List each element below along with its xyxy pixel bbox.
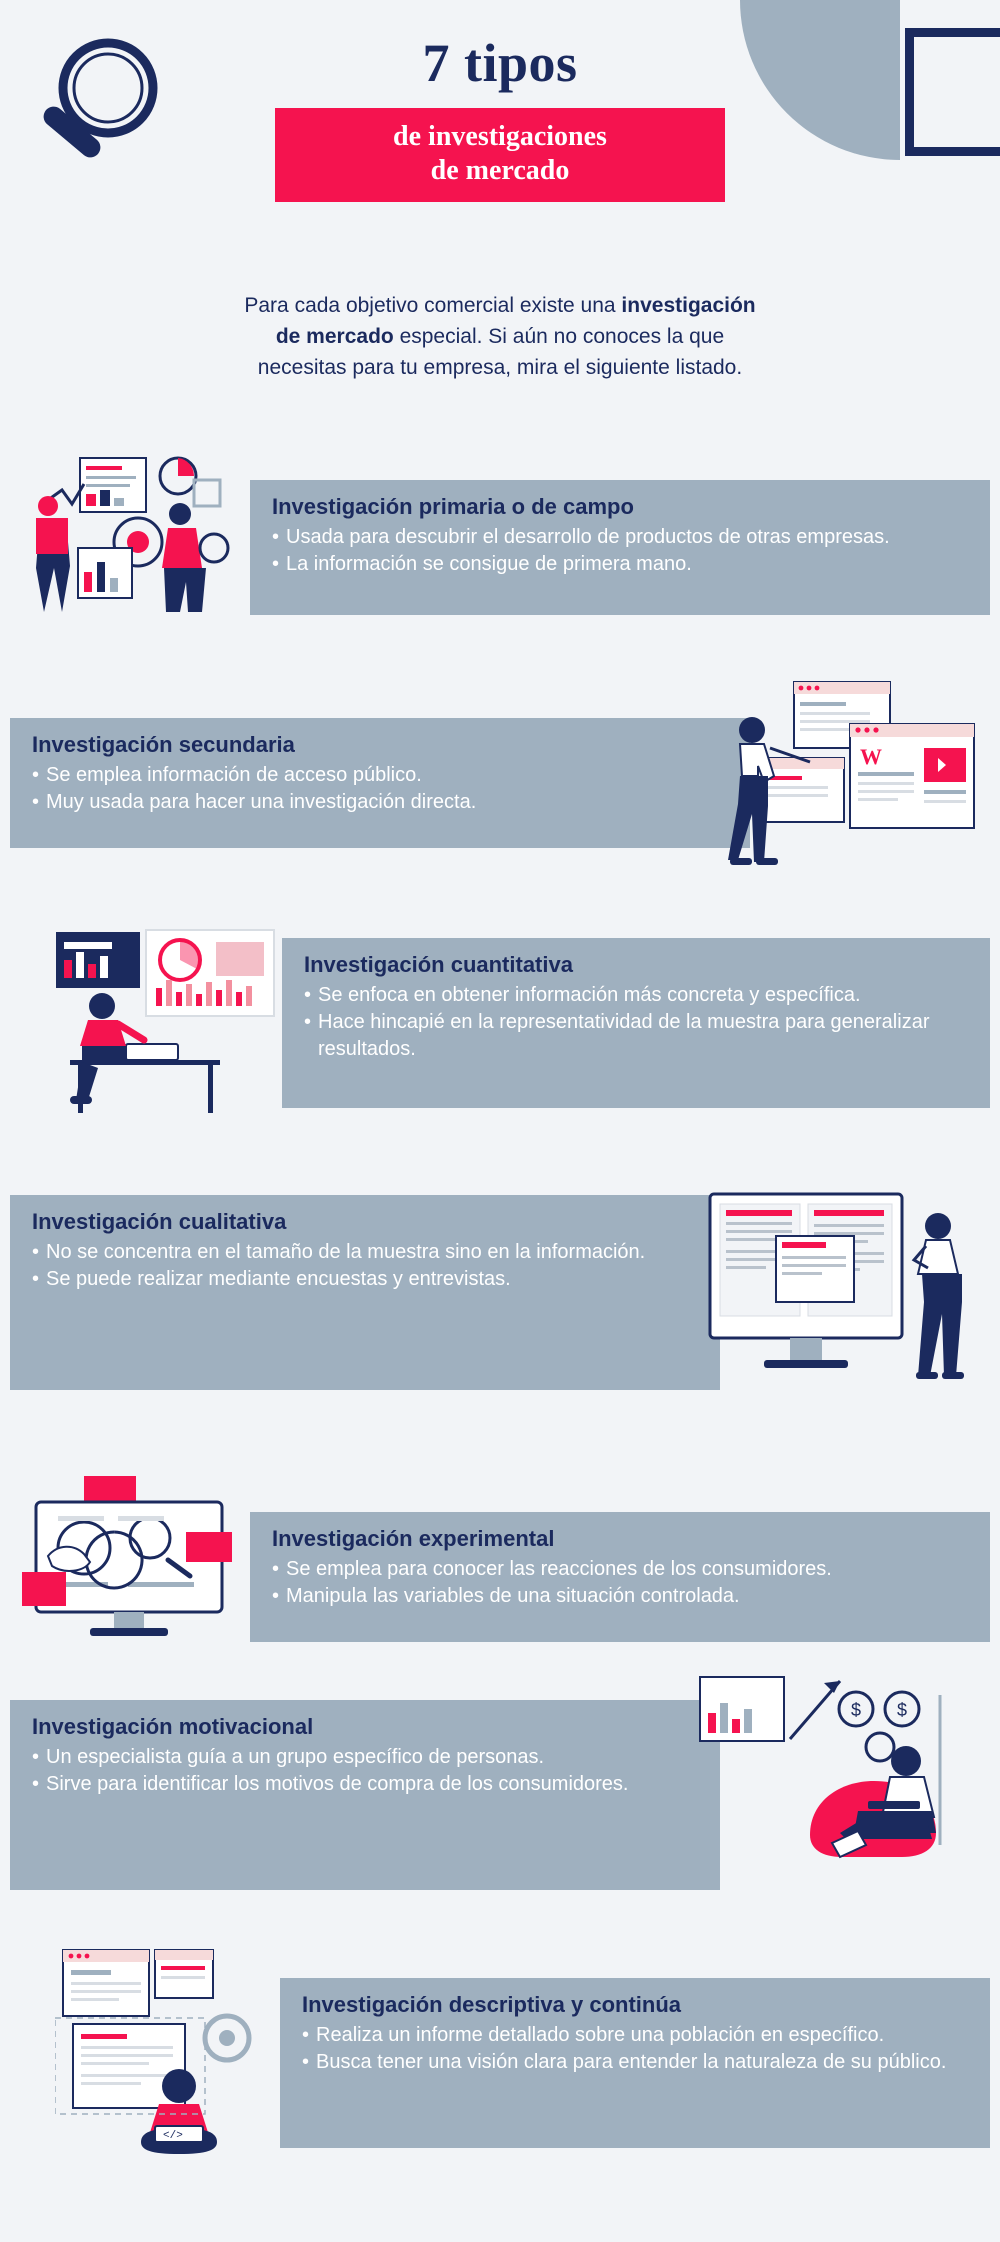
intro-paragraph bbox=[120, 290, 880, 383]
panel-title-cualitativa: Investigación cualitativa bbox=[32, 1209, 287, 1234]
panel-bullet: • Hace hincapié en la representatividad de la muestra para generalizar resultados. bbox=[304, 1009, 972, 1063]
panel-bullet: • Manipula las variables de una situación controlada. bbox=[272, 1583, 972, 1610]
svg-text:$: $ bbox=[851, 1700, 862, 1720]
panel-bullet: • No se concentra en el tamaño de la muestra sino en la información. bbox=[32, 1239, 702, 1266]
panel-bullet: • Se emplea información de acceso público. bbox=[32, 762, 732, 789]
panel-title-motivacional: Investigación motivacional bbox=[32, 1714, 314, 1739]
person-on-beanbag-with-laptop-and-coins-illustration bbox=[690, 1665, 990, 1895]
two-people-with-charts-illustration bbox=[18, 440, 258, 650]
panel-motivacional bbox=[10, 1700, 720, 1890]
svg-text:</>: </> bbox=[163, 2130, 183, 2142]
panel-bullet: • Muy usada para hacer una investigación directa. bbox=[32, 789, 732, 816]
page-title: 7 tipos bbox=[422, 33, 578, 93]
panel-bullet: • Un especialista guía a un grupo específico de personas. bbox=[32, 1744, 702, 1771]
subtitle-banner bbox=[275, 108, 725, 202]
panel-title-experimental: Investigación experimental bbox=[272, 1526, 555, 1551]
panel-bullet: • Sirve para identificar los motivos de compra de los consumidores. bbox=[32, 1771, 702, 1798]
panel-bullet: • Se puede realizar mediante encuestas y entrevistas. bbox=[32, 1266, 702, 1293]
monitor-with-documents-and-person-illustration bbox=[690, 1180, 990, 1400]
panel-descriptiva bbox=[280, 1978, 990, 2148]
subtitle-line-2: de mercado bbox=[430, 155, 570, 186]
panel-bullet: • Se emplea para conocer las reacciones de los consumidores. bbox=[272, 1556, 972, 1583]
intro-text-2: especial. Si aún no conoces la que bbox=[393, 325, 725, 348]
panel-bullet: • La información se consigue de primera mano. bbox=[272, 551, 972, 578]
panel-title-descriptiva: Investigación descriptiva y continúa bbox=[302, 1992, 681, 2017]
subtitle-line-1: de investigaciones bbox=[393, 121, 607, 152]
panel-experimental bbox=[250, 1512, 990, 1642]
panel-title-primaria: Investigación primaria o de campo bbox=[272, 494, 634, 519]
person-at-desk-with-dashboard-illustration bbox=[30, 920, 290, 1120]
panel-bullet: • Usada para descubrir el desarrollo de productos de otras empresas. bbox=[272, 524, 972, 551]
intro-bold-1: investigación bbox=[621, 294, 756, 317]
panel-secundaria bbox=[10, 718, 750, 848]
panel-bullet: • Se enfoca en obtener información más concreta y específica. bbox=[304, 982, 972, 1009]
woman-pointing-at-browser-windows-illustration bbox=[700, 672, 980, 887]
developer-with-documents-illustration bbox=[55, 1940, 305, 2170]
panel-bullet: • Realiza un informe detallado sobre una población en específico. bbox=[302, 2022, 972, 2049]
svg-text:W: W bbox=[860, 744, 882, 769]
svg-text:$: $ bbox=[897, 1700, 908, 1720]
panel-cualitativa bbox=[10, 1195, 720, 1390]
intro-text-3: necesitas para tu empresa, mira el siguiente listado. bbox=[257, 356, 743, 379]
panel-title-secundaria: Investigación secundaria bbox=[32, 732, 295, 757]
panel-title-cuantitativa: Investigación cuantitativa bbox=[304, 952, 573, 977]
panel-bullet: • Busca tener una visión clara para entender la naturaleza de su público. bbox=[302, 2049, 972, 2076]
monitor-with-magnifier-and-hand-illustration bbox=[18, 1470, 268, 1650]
panel-primaria bbox=[250, 480, 990, 615]
intro-bold-2: de mercado bbox=[275, 325, 394, 348]
panel-cuantitativa bbox=[282, 938, 990, 1108]
intro-text-1: Para cada objetivo comercial existe una bbox=[244, 294, 622, 317]
